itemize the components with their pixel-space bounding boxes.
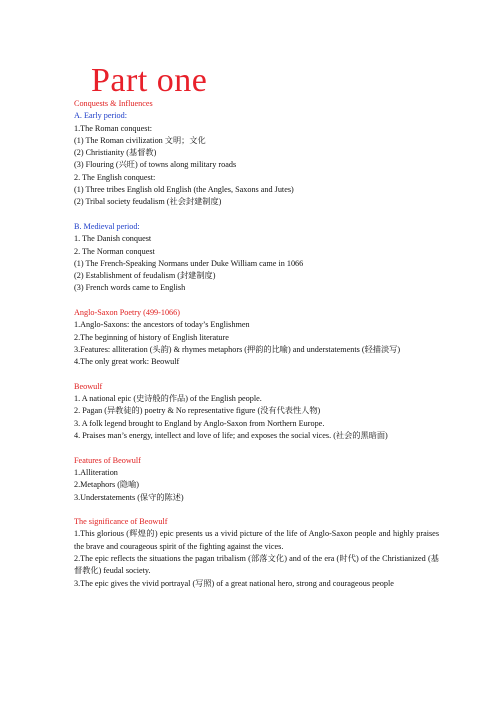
text-line: (1) Three tribes English old English (the Angles, Saxons and Jutes): [74, 185, 294, 195]
text-paragraph: 3.Features: alliteration (头韵) & rhymes metaphors (押韵的比喻) and understatements (轻描淡写): [74, 344, 401, 354]
text-line: 1.Anglo-Saxons: the ancestors of today’s Englishmen: [74, 320, 250, 330]
text-paragraph: 2.The epic reflects the situations the pagan tribalism (部落文化) and of the era (时代) of the Christianized (基督教化) feudal society.: [74, 553, 439, 576]
text-line: (3) Flouring (兴旺) of towns along military roads: [74, 160, 237, 170]
page-title: Part one: [91, 62, 208, 99]
subheading-early-period: A. Early period:: [74, 111, 127, 121]
text-line: (2) Christianity (基督教): [74, 148, 157, 158]
text-line: 4. Praises man’s energy, intellect and love of life; and exposes the social vices. (社会的黑暗面): [74, 431, 388, 441]
text-line: (2) Establishment of feudalism (封建制度): [74, 271, 216, 281]
text-line: (1) The Roman civilization 文明；文化: [74, 135, 206, 145]
text-paragraph: 3.The epic gives the vivid portrayal (写照) of a great national hero, strong and courageous people: [74, 578, 394, 588]
text-line: 1. The Danish conquest: [74, 234, 152, 244]
section-heading-significance: The significance of Beowulf: [74, 517, 168, 527]
text-line: (3) French words came to English: [74, 283, 186, 293]
text-line: 3.Understatements (保守的陈述): [74, 492, 184, 502]
text-line: (1) The French-Speaking Normans under Duke William came in 1066: [74, 258, 304, 268]
text-line: 1.Alliteration: [74, 467, 118, 477]
subheading-medieval-period: B. Medieval period:: [74, 221, 140, 231]
text-line: 2. Pagan (异教徒的) poetry & No representative figure (没有代表性人物): [74, 406, 321, 416]
text-line: 4.The only great work: Beowulf: [74, 357, 180, 367]
text-line: 1.The Roman conquest:: [74, 123, 152, 133]
text-line: 1. A national epic (史诗般的作品) of the English people.: [74, 394, 262, 404]
spacer: [74, 442, 439, 454]
spacer: [74, 504, 439, 516]
section-heading-conquests: Conquests & Influences: [74, 99, 153, 108]
spacer: [74, 369, 439, 381]
text-line: 2. The English conquest:: [74, 172, 156, 182]
text-paragraph: 1.This glorious (辉煌的) epic presents us a vivid picture of the life of Anglo-Saxon people and highly praises the brave and courageous spirit of the fighting against the vices.: [74, 529, 439, 551]
spacer: [74, 209, 439, 221]
spacer: [74, 295, 439, 307]
text-line: 2. The Norman conquest: [74, 246, 155, 256]
section-heading-anglo-saxon-poetry: Anglo-Saxon Poetry (499-1066): [74, 308, 180, 318]
section-heading-features-of-beowulf: Features of Beowulf: [74, 455, 141, 465]
document-body: [74, 98, 439, 590]
text-line: (2) Tribal society feudalism (社会封建制度): [74, 197, 222, 207]
text-line: 2.Metaphors (隐喻): [74, 480, 140, 490]
text-line: 2.The beginning of history of English literature: [74, 332, 229, 342]
section-heading-beowulf: Beowulf: [74, 381, 103, 391]
text-line: 3. A folk legend brought to England by Anglo-Saxon from Northern Europe.: [74, 418, 325, 428]
